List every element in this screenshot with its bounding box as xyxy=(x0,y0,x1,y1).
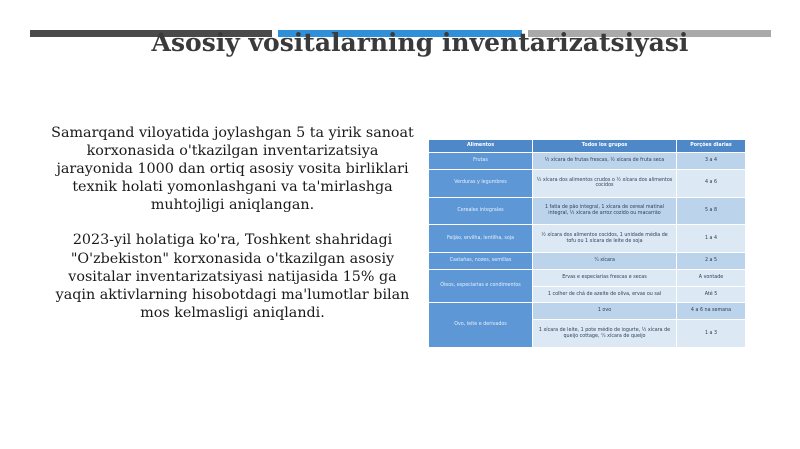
table-cell: Feijão, ervilha, lentilha, soja xyxy=(429,225,533,253)
table-cell: 5 a 8 xyxy=(677,197,746,225)
table-header-cell: Porções diarias xyxy=(677,140,746,153)
slide-title: Asosiy vositalarning inventarizatsiyasi xyxy=(151,28,689,57)
table-header-row xyxy=(429,140,746,153)
table-cell: Até 5 xyxy=(677,286,746,303)
slide-body xyxy=(50,124,415,339)
table-row xyxy=(429,303,746,320)
table-cell: 2 a 5 xyxy=(677,253,746,270)
table-header-cell: Todos los grupos xyxy=(533,140,677,153)
table-cell: Óleos, especiarias e condimentos xyxy=(429,269,533,303)
table-cell: Ovo, leite e derivados xyxy=(429,303,533,348)
table-row xyxy=(429,169,746,197)
table-row xyxy=(429,269,746,286)
table-row xyxy=(429,153,746,170)
nutrition-table xyxy=(428,139,746,348)
paragraph-2: 2023-yil holatiga ko'ra, Toshkent shahridagi "O'zbekiston" korxonasida o'tkazilgan asosiy vositalar inventarizatsiyasi natijasida 15% ga yaqin aktivlarning hisobotdagi ma'lumotlar bilan mos kelmasligi aniqlandi. xyxy=(55,232,410,321)
table-row xyxy=(429,197,746,225)
table-cell: 1 ovo xyxy=(533,303,677,320)
table-cell: Frutas xyxy=(429,153,533,170)
table-cell: 4 a 6 xyxy=(677,169,746,197)
table-cell: ¼ xícara xyxy=(533,253,677,270)
table-cell: 1 a 4 xyxy=(677,225,746,253)
table-cell: ½ xícara dos alimentos crudos o ½ xícara dos alimentos cocidos xyxy=(533,169,677,197)
paragraph-1: Samarqand viloyatida joylashgan 5 ta yirik sanoat korxonasida o'tkazilgan inventarizatsiya jarayonida 1000 dan ortiq asosiy vosita birliklari texnik holati yomonlashgani va ta'mirlashga muhtojligi aniqlangan. xyxy=(51,125,414,214)
table-cell: ½ xícara dos alimentos cocidos, 1 unidade média de tofu ou 1 xícara de leite de soja xyxy=(533,225,677,253)
nutrition-table-image xyxy=(428,139,745,348)
table-cell: ½ xícara de frutas frescas, ½ xícara de fruta seca xyxy=(533,153,677,170)
table-cell: 4 a 6 na semana xyxy=(677,303,746,320)
table-cell: 1 xícara de leite, 1 pote médio de iogurte, ½ xícara de queijo cottage, ¼ xícara de queijo xyxy=(533,320,677,348)
table-row xyxy=(429,253,746,270)
table-cell: Castañas, nozes, semillas xyxy=(429,253,533,270)
table-cell: 1 a 3 xyxy=(677,320,746,348)
table-cell: Verduras y legumbres xyxy=(429,169,533,197)
table-cell: 1 colher de chá de azeite de oliva, ervas ou sal xyxy=(533,286,677,303)
table-header-cell: Alimentos xyxy=(429,140,533,153)
table-cell: 3 a 4 xyxy=(677,153,746,170)
table-cell: 1 fatia de pão integral, 1 xícara de cereal matinal integral, ½ xícara de arroz cozido ou macarrão xyxy=(533,197,677,225)
table-cell: A vontade xyxy=(677,269,746,286)
table-cell: Cereales integrales xyxy=(429,197,533,225)
table-cell: Ervas e especiarias frescas e secas xyxy=(533,269,677,286)
table-row xyxy=(429,225,746,253)
